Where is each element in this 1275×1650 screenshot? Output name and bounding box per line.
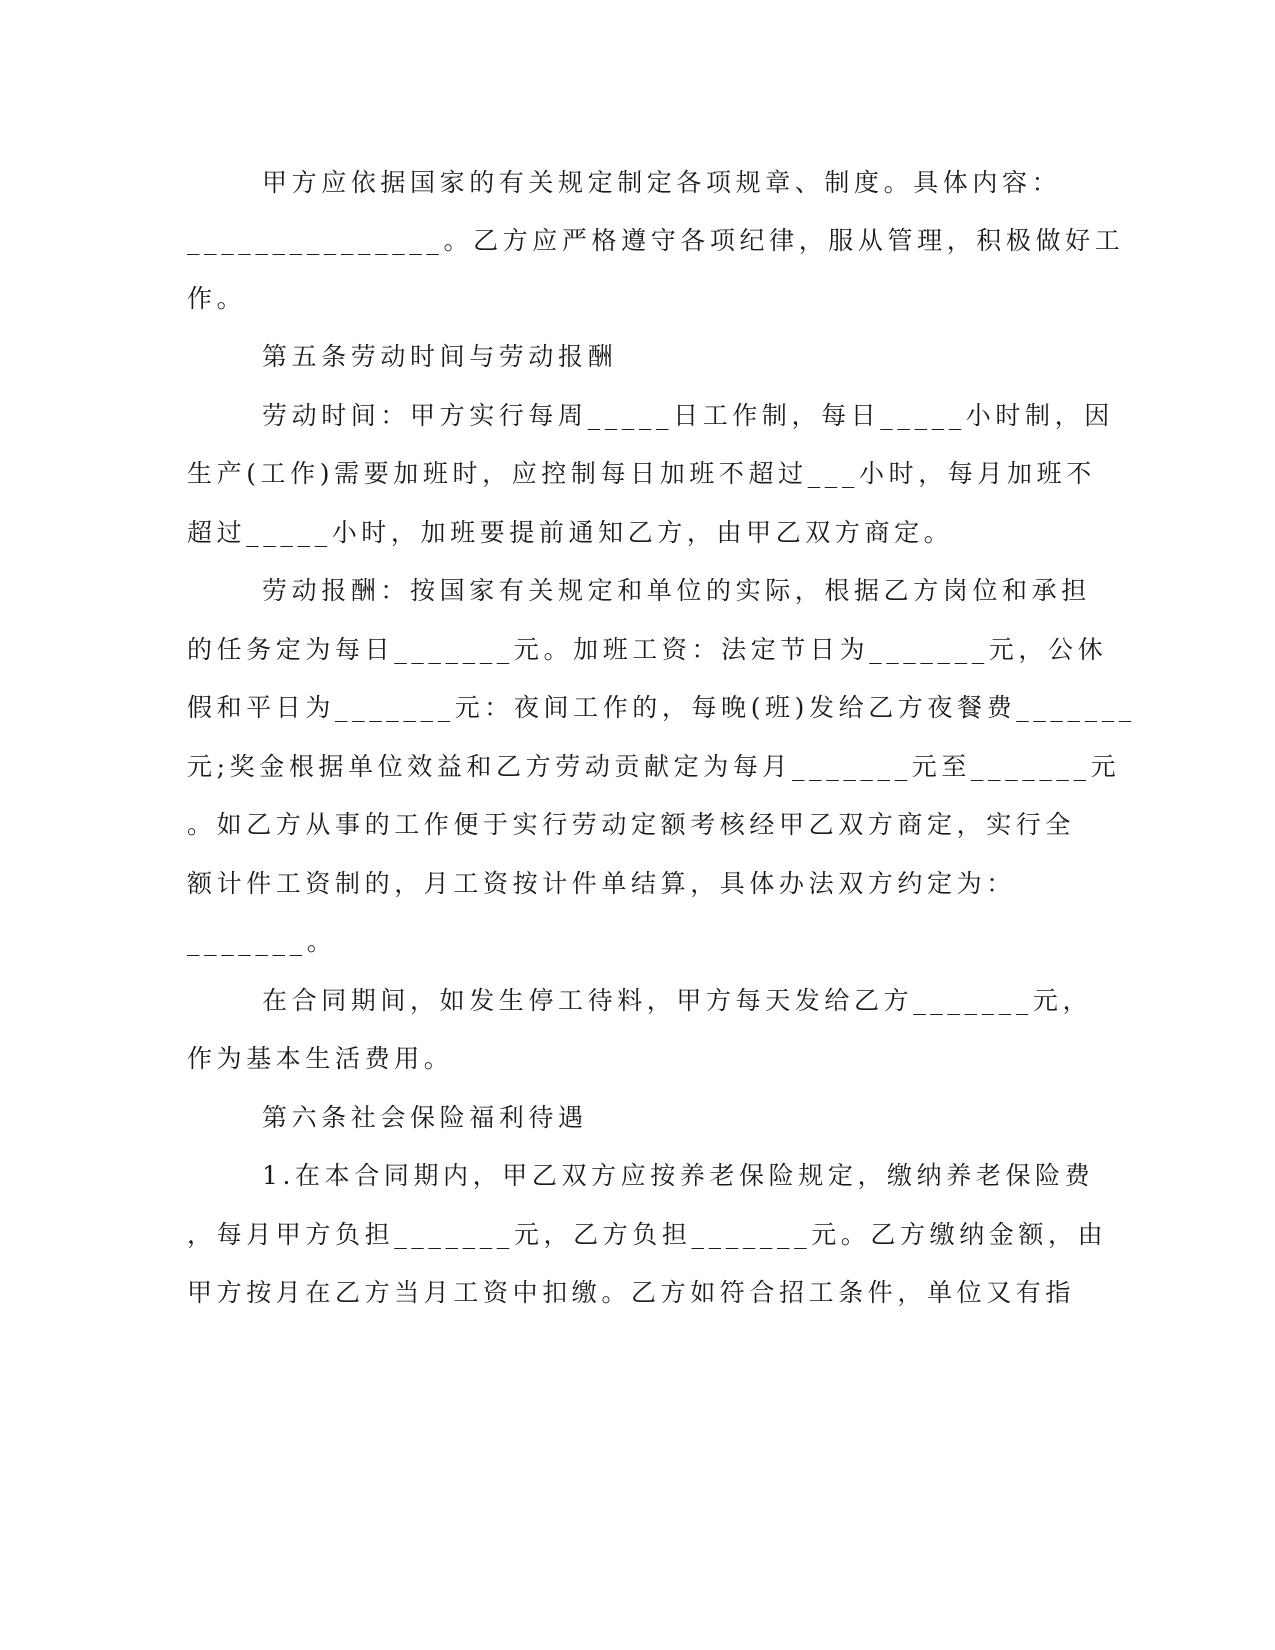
paragraph-line: 劳动时间：甲方实行每周_____日工作制，每日_____小时制，因 — [262, 401, 1114, 430]
paragraph-line: 作。 — [187, 284, 247, 313]
paragraph-line: 额计件工资制的，月工资按计件单结算，具体办法双方约定为： — [187, 869, 1016, 898]
section-heading: 第六条社会保险福利待遇 — [262, 1103, 588, 1132]
paragraph-line: _______________。乙方应严格遵守各项纪律，服从管理，积极做好工 — [187, 226, 1125, 255]
section-heading: 第五条劳动时间与劳动报酬 — [262, 342, 618, 371]
paragraph-line: 作为基本生活费用。 — [187, 1044, 454, 1073]
paragraph-line: 劳动报酬：按国家有关规定和单位的实际，根据乙方岗位和承担 — [262, 576, 1091, 605]
paragraph-line: 超过_____小时，加班要提前通知乙方，由甲乙双方商定。 — [187, 518, 954, 547]
paragraph-line: 。如乙方从事的工作便于实行劳动定额考核经甲乙双方商定，实行全 — [187, 810, 1076, 839]
paragraph-line: 的任务定为每日_______元。加班工资：法定节日为_______元，公休 — [187, 635, 1108, 664]
paragraph-line: 元;奖金根据单位效益和乙方劳动贡献定为每月_______元至_______元 — [187, 752, 1121, 781]
paragraph-line: 甲方按月在乙方当月工资中扣缴。乙方如符合招工条件，单位又有指 — [187, 1278, 1076, 1307]
paragraph-line: _______。 — [187, 927, 337, 956]
paragraph-line: 甲方应依据国家的有关规定制定各项规章、制度。具体内容： — [262, 168, 1062, 197]
paragraph-line: ，每月甲方负担_______元，乙方负担_______元。乙方缴纳金额，由 — [187, 1220, 1108, 1249]
paragraph-line: 假和平日为_______元：夜间工作的，每晚(班)发给乙方夜餐费_______ — [187, 693, 1136, 722]
paragraph-line: 1.在本合同期内，甲乙双方应按养老保险规定，缴纳养老保险费 — [262, 1161, 1095, 1190]
paragraph-line: 生产(工作)需要加班时，应控制每日加班不超过___小时，每月加班不 — [187, 459, 1096, 488]
paragraph-line: 在合同期间，如发生停工待料，甲方每天发给乙方_______元， — [262, 986, 1093, 1015]
